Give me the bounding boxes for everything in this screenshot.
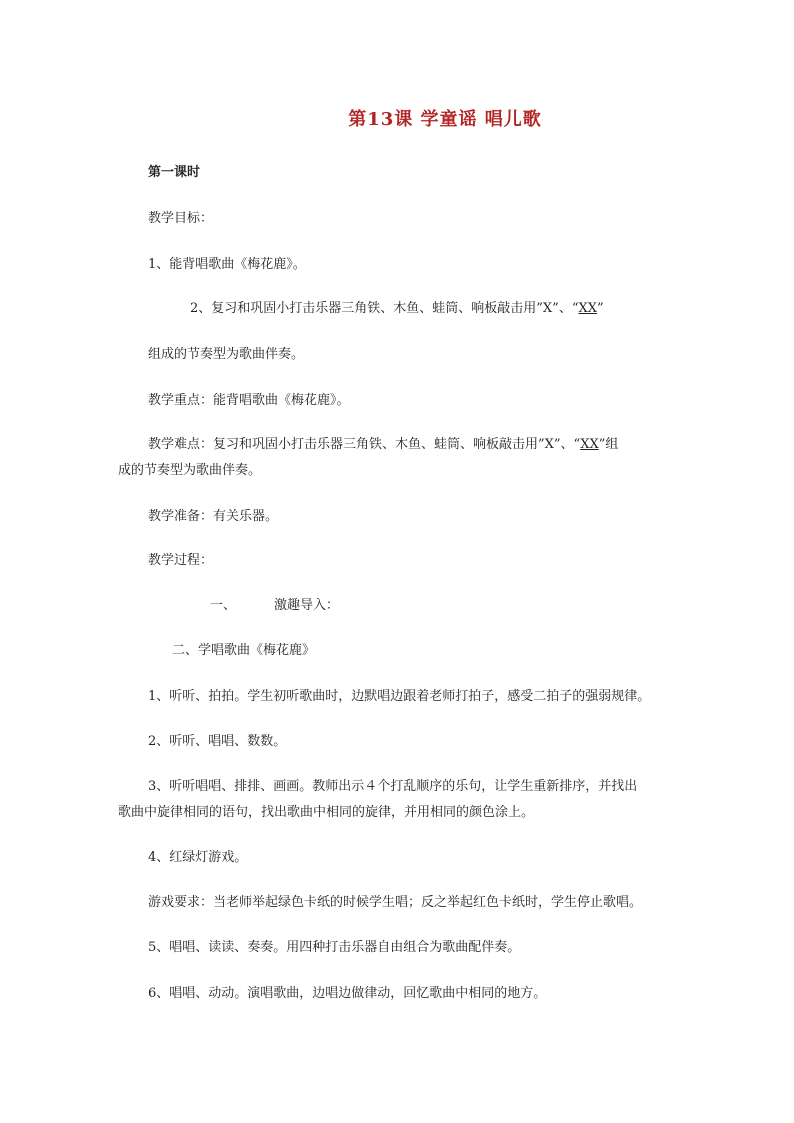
lesson-title: 第13课 学童谣 唱儿歌: [348, 109, 542, 130]
session-heading: 第一课时: [148, 165, 201, 180]
game-rule: 游戏要求：当老师举起绿色卡纸的时候学生唱；反之举起红色卡纸时，学生停止歌唱。: [148, 895, 643, 910]
difficulty: [148, 436, 618, 454]
objective-2-text-a: 2、复习和巩固小打击乐器三角铁、木鱼、蛙筒、响板敲击用”X”、“: [190, 301, 579, 316]
objective-1: 1、能背唱歌曲《梅花鹿》。: [148, 257, 306, 272]
difficulty-continuation: 成的节奏型为歌曲伴奏。: [118, 463, 262, 478]
objective-2-continuation: 组成的节奏型为歌曲伴奏。: [148, 347, 305, 362]
difficulty-text-b: ”组: [598, 437, 619, 452]
step-2: 二、学唱歌曲《梅花鹿》: [172, 643, 316, 658]
difficulty-text-a: 教学难点：复习和巩固小打击乐器三角铁、木鱼、蛙筒、响板敲击用”X”、“: [148, 437, 581, 452]
step-1-number: 一、: [210, 598, 237, 613]
objective-2: [190, 300, 604, 318]
step-1-text: 激趣导入：: [274, 598, 340, 613]
objective-2-rhythm-xx: XX: [578, 301, 597, 316]
item-1: 1、听听、拍拍。学生初听歌曲时，边默唱边跟着老师打拍子，感受二拍子的强弱规律。: [148, 689, 651, 704]
item-6: 6、唱唱、动动。演唱歌曲，边唱边做律动，回忆歌曲中相同的地方。: [148, 986, 547, 1001]
step-1: [210, 597, 339, 615]
item-3-line-2: 歌曲中旋律相同的语句，找出歌曲中相同的旋律，并用相同的颜色涂上。: [118, 805, 535, 820]
preparation: 教学准备：有关乐器。: [148, 509, 279, 524]
difficulty-rhythm-xx: XX: [580, 437, 599, 452]
item-3-line-1: 3、听听唱唱、排排、画画。教师出示４个打乱顺序的乐句，让学生重新排序，并找出: [148, 779, 638, 794]
key-point: 教学重点：能背唱歌曲《梅花鹿》。: [148, 393, 350, 408]
process-heading: 教学过程：: [148, 553, 214, 568]
item-5: 5、唱唱、读读、奏奏。用四种打击乐器自由组合为歌曲配伴奏。: [148, 940, 521, 955]
objectives-heading: 教学目标：: [148, 211, 214, 226]
item-4: 4、红绿灯游戏。: [148, 850, 248, 865]
objective-2-text-b: ”: [596, 301, 604, 316]
item-2: 2、听听、唱唱、数数。: [148, 734, 287, 749]
